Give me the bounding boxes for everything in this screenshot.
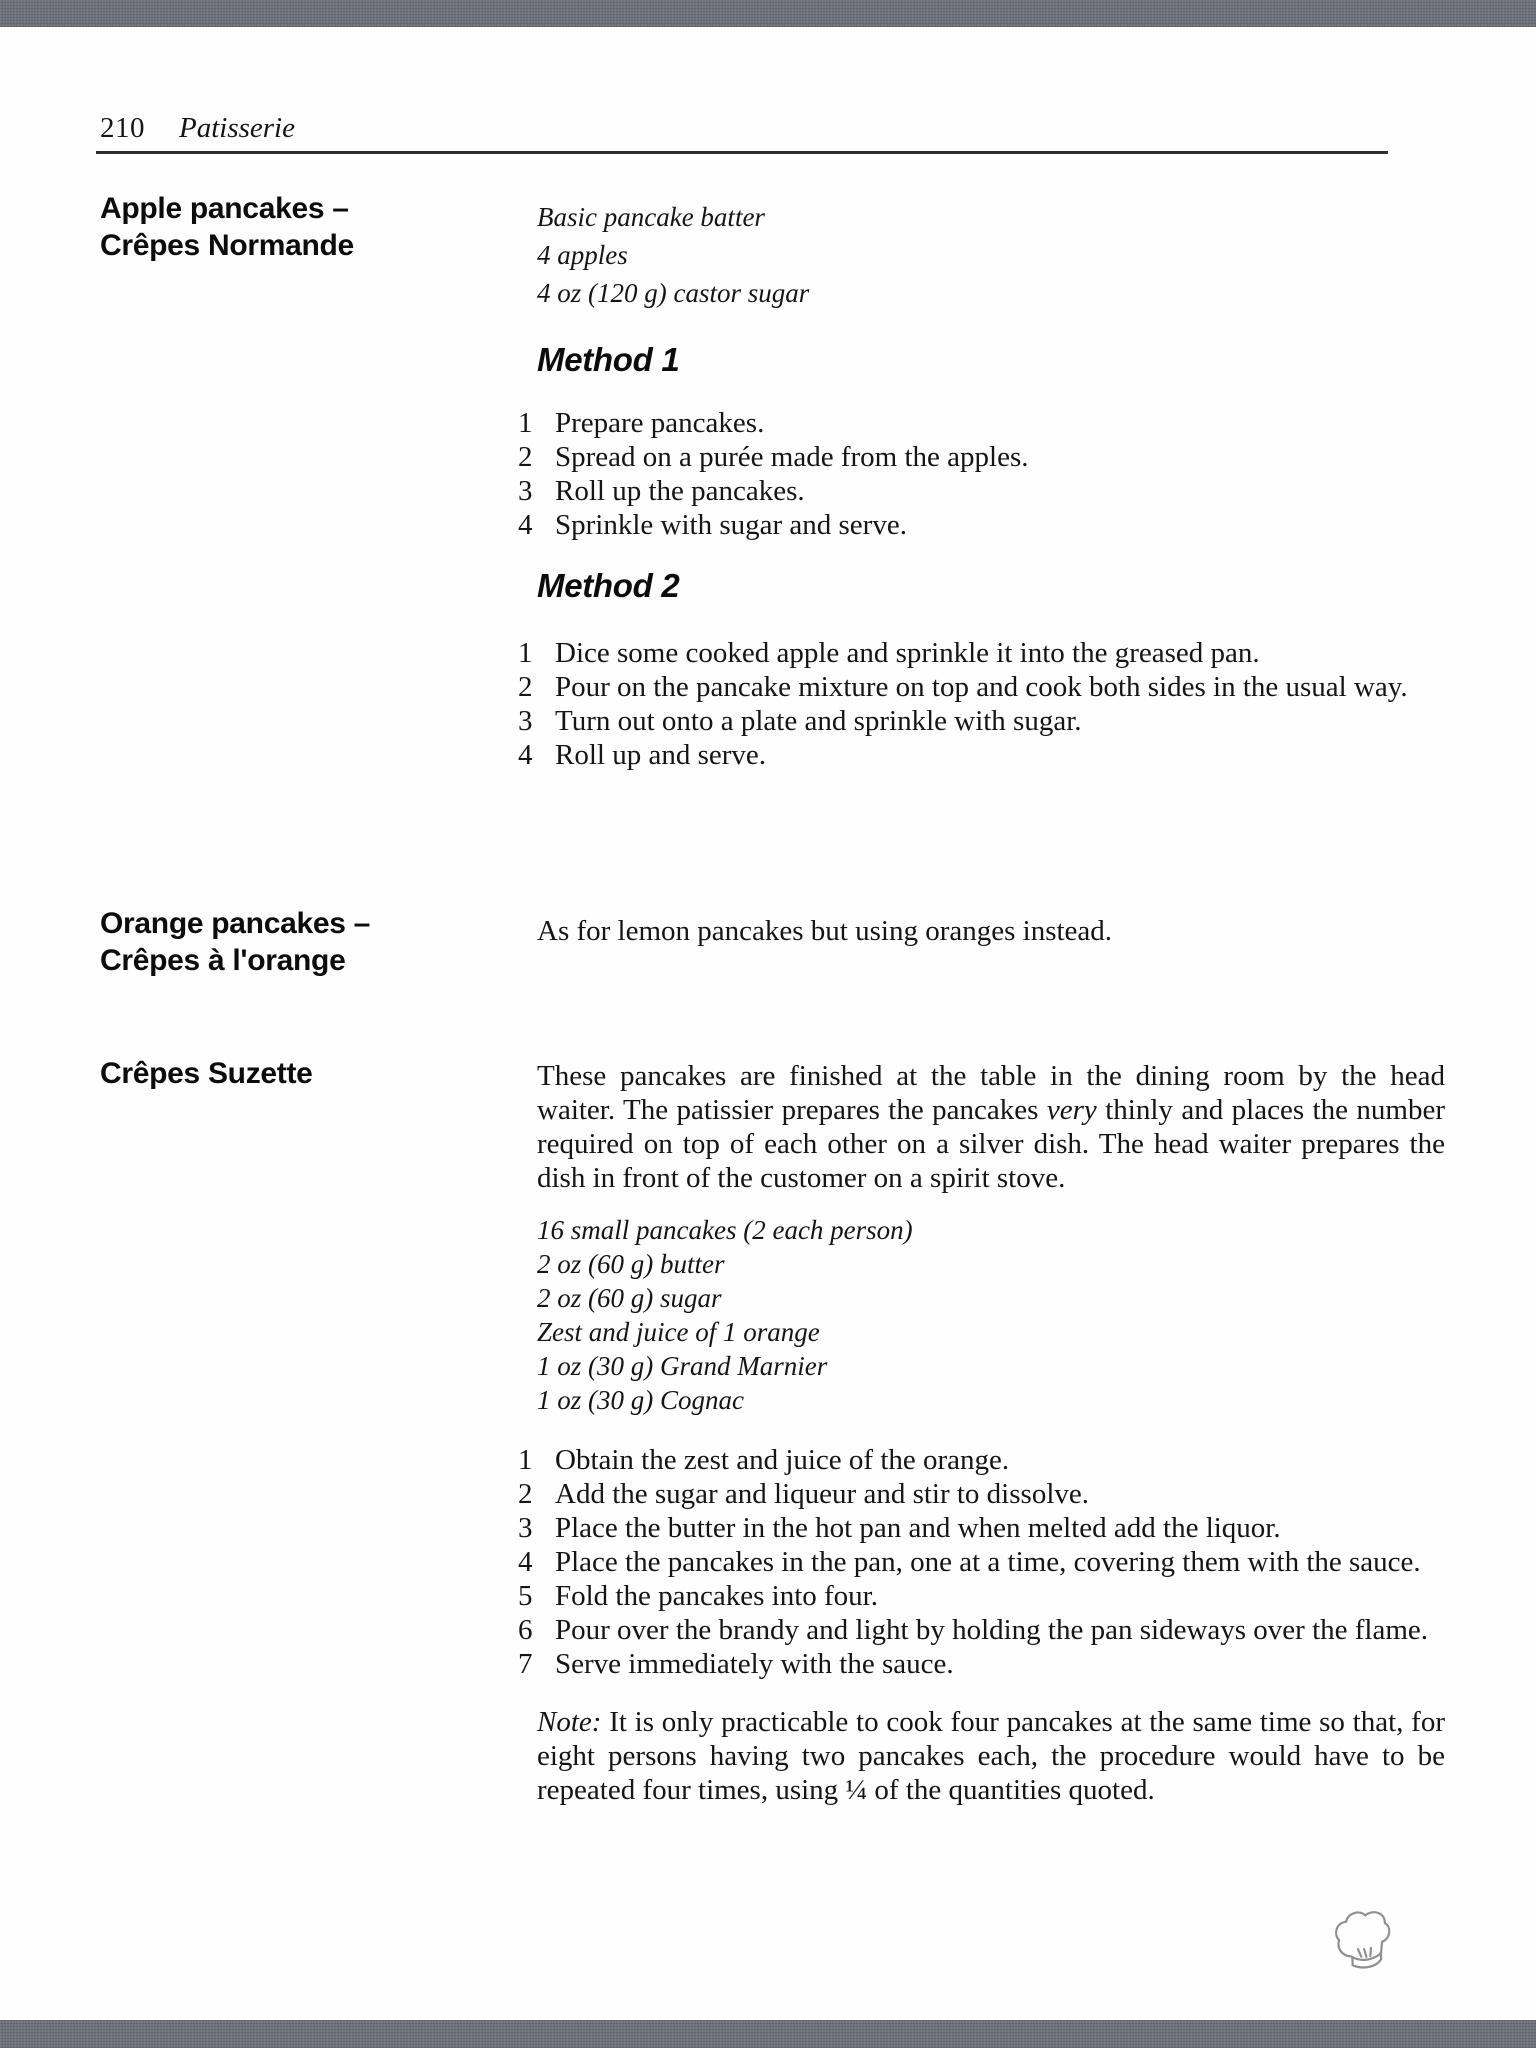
ingredient-item: 1 oz (30 g) Grand Marnier (537, 1351, 828, 1381)
recipe-title-line1: Orange pancakes – (100, 907, 371, 940)
book-cover-edge-bottom (0, 2020, 1536, 2048)
recipe-intro-paragraph (537, 1059, 1445, 1195)
note-label: Note: (537, 1706, 602, 1738)
ingredient-item: Basic pancake batter (537, 202, 765, 232)
method-step: Pour over the brandy and light by holding the pan sideways over the flame. (555, 1614, 1429, 1646)
method-step: Place the butter in the hot pan and when melted add the liquor. (555, 1512, 1281, 1544)
recipe-title-line2: Crêpes Normande (100, 229, 354, 262)
running-title: Patisserie (179, 112, 295, 144)
method-step: Sprinkle with sugar and serve. (555, 509, 907, 541)
recipe-title-crepes-suzette: Crêpes Suzette (100, 1057, 313, 1090)
ingredient-list (537, 1213, 1445, 1417)
recipe-title-apple-pancakes (100, 190, 520, 264)
intro-text: These pancakes are finished at the table in the dining room by the head waiter. The patissier prepares the pancakes (537, 1060, 1445, 1126)
recipe-description: As for lemon pancakes but using oranges instead. (537, 915, 1113, 947)
recipe-title-line1: Apple pancakes – (100, 192, 349, 225)
method-step: Fold the pancakes into four. (555, 1580, 878, 1612)
method-heading-2: Method 2 (537, 567, 680, 604)
method-step: Spread on a purée made from the apples. (555, 441, 1029, 473)
method-step: Turn out onto a plate and sprinkle with sugar. (555, 705, 1082, 737)
book-cover-edge-top (0, 0, 1536, 27)
recipe-section-apple-pancakes (100, 190, 1445, 771)
note-text: It is only practicable to cook four pancakes at the same time so that, for eight persons having two pancakes each, the procedure would have to be repeated four times, using ¼ of the quantities quoted. (537, 1706, 1445, 1806)
ingredient-item: 2 oz (60 g) butter (537, 1249, 725, 1279)
ingredient-list (537, 198, 1445, 312)
method-step: Obtain the zest and juice of the orange. (555, 1444, 1010, 1476)
ingredient-item: 2 oz (60 g) sugar (537, 1283, 722, 1313)
recipe-title-line2: Crêpes à l'orange (100, 944, 346, 977)
method-step: Dice some cooked apple and sprinkle it into the greased pan. (555, 637, 1260, 669)
ingredient-item: Zest and juice of 1 orange (537, 1317, 820, 1347)
recipe-note (537, 1705, 1445, 1807)
method-step: Prepare pancakes. (555, 407, 765, 439)
recipe-body-apple (537, 190, 1445, 772)
chef-hat-icon (1333, 1908, 1395, 1978)
method-heading-1: Method 1 (537, 341, 680, 378)
method-step: Roll up and serve. (555, 739, 767, 771)
page-header (100, 112, 295, 145)
method-step: Serve immediately with the sauce. (555, 1648, 954, 1680)
recipe-body-suzette (537, 1055, 1445, 1807)
method-step: Place the pancakes in the pan, one at a time, covering them with the sauce. (555, 1546, 1421, 1578)
ingredient-item: 4 oz (120 g) castor sugar (537, 278, 810, 308)
method-step-list-2 (518, 636, 1445, 772)
recipe-section-orange-pancakes (100, 905, 1445, 979)
intro-emphasis: very (1046, 1094, 1097, 1126)
method-step-list-1 (518, 406, 1445, 542)
ingredient-item: 4 apples (537, 240, 628, 270)
method-step-list (518, 1443, 1445, 1681)
recipe-body-orange (537, 905, 1445, 949)
method-step: Add the sugar and liqueur and stir to dissolve. (555, 1478, 1089, 1510)
method-step: Pour on the pancake mixture on top and cook both sides in the usual way. (555, 671, 1408, 703)
ingredient-item: 1 oz (30 g) Cognac (537, 1385, 744, 1415)
recipe-section-crepes-suzette (100, 1055, 1445, 1806)
intro-text: thinly and places the number required on top of each other on a silver dish. The head waiter prepares the dish in front of the customer on a spirit stove. (537, 1094, 1445, 1194)
recipe-title-orange-pancakes (100, 905, 520, 979)
page-number: 210 (100, 112, 145, 144)
ingredient-item: 16 small pancakes (2 each person) (537, 1215, 913, 1245)
method-step: Roll up the pancakes. (555, 475, 805, 507)
header-rule (96, 151, 1388, 154)
